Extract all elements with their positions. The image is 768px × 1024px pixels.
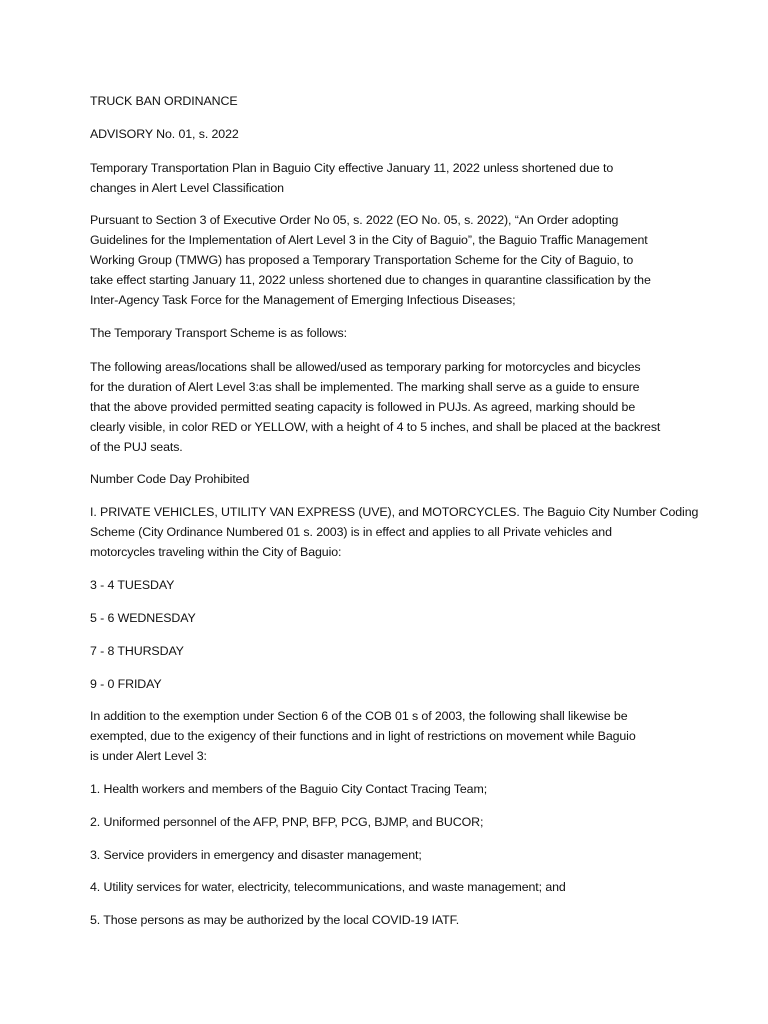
text-line: 2. Uniformed personnel of the AFP, PNP, BFP, PCG, BJMP, and BUCOR;: [90, 815, 484, 829]
text-line: 1. Health workers and members of the Baguio City Contact Tracing Team;: [90, 782, 488, 796]
text-line: Guidelines for the Implementation of Alert Level 3 in the City of Baguio”, the Baguio Traffic Management: [90, 233, 648, 247]
text-line: Working Group (TMWG) has proposed a Temporary Transportation Scheme for the City of Baguio, to: [90, 253, 634, 267]
text-line: 5 - 6 WEDNESDAY: [90, 611, 196, 625]
coding-header: [90, 469, 249, 489]
text-line: exempted, due to the exigency of their functions and in light of restrictions on movement while Baguio: [90, 729, 636, 743]
text-line: Scheme (City Ordinance Numbered 01 s. 2003) is in effect and applies to all Private vehicles and: [90, 525, 612, 539]
text-line: of the PUJ seats.: [90, 440, 183, 454]
private-vehicles-paragraph: [90, 502, 698, 562]
text-line: Number Code Day Prohibited: [90, 472, 250, 486]
text-line: The following areas/locations shall be allowed/used as temporary parking for motorcycles and bicycles: [90, 360, 641, 374]
exemption-item: [90, 877, 566, 897]
exemption-item: [90, 910, 459, 930]
scheme-intro-paragraph: [90, 323, 347, 343]
text-line: In addition to the exemption under Section 6 of the COB 01 s of 2003, the following shall likewise be: [90, 709, 628, 723]
text-line: 3. Service providers in emergency and disaster management;: [90, 848, 422, 862]
exemption-item: [90, 812, 483, 832]
text-line: I. PRIVATE VEHICLES, UTILITY VAN EXPRESS (UVE), and MOTORCYCLES. The Baguio City Number Coding: [90, 505, 699, 519]
document-title: [90, 91, 238, 111]
text-line: The Temporary Transport Scheme is as follows:: [90, 326, 347, 340]
exemption-item: [90, 779, 487, 799]
code-day-tuesday: [90, 575, 174, 595]
code-day-wednesday: [90, 608, 196, 628]
text-line: motorcycles traveling within the City of Baguio:: [90, 545, 342, 559]
code-day-friday: [90, 674, 162, 694]
code-day-thursday: [90, 641, 184, 661]
plan-summary-paragraph: [90, 158, 613, 198]
text-line: 7 - 8 THURSDAY: [90, 644, 184, 658]
text-line: that the above provided permitted seating capacity is followed in PUJs. As agreed, marking should be: [90, 400, 636, 414]
parking-paragraph: [90, 357, 660, 457]
text-line: changes in Alert Level Classification: [90, 181, 284, 195]
text-line: 5. Those persons as may be authorized by the local COVID-19 IATF.: [90, 913, 460, 927]
text-line: Temporary Transportation Plan in Baguio City effective January 11, 2022 unless shortened due to: [90, 161, 614, 175]
text-line: take effect starting January 11, 2022 unless shortened due to changes in quarantine classification by the: [90, 273, 651, 287]
text-line: Pursuant to Section 3 of Executive Order No 05, s. 2022 (EO No. 05, s. 2022), “An Order adopting: [90, 213, 619, 227]
text-line: clearly visible, in color RED or YELLOW, with a height of 4 to 5 inches, and shall be placed at the backrest: [90, 420, 661, 434]
text-line: 9 - 0 FRIDAY: [90, 677, 162, 691]
text-line: 3 - 4 TUESDAY: [90, 578, 175, 592]
text-line: is under Alert Level 3:: [90, 749, 207, 763]
text-line: Inter-Agency Task Force for the Management of Emerging Infectious Diseases;: [90, 293, 516, 307]
text-line: 4. Utility services for water, electricity, telecommunications, and waste management; and: [90, 880, 566, 894]
advisory-number: [90, 124, 239, 144]
text-line: for the duration of Alert Level 3:as shall be implemented. The marking shall serve as a guide to ensure: [90, 380, 640, 394]
exemption-paragraph: [90, 706, 636, 766]
text-line: ADVISORY No. 01, s. 2022: [90, 127, 239, 141]
exemption-item: [90, 845, 422, 865]
pursuant-paragraph: [90, 210, 651, 310]
text-line: TRUCK BAN ORDINANCE: [90, 94, 238, 108]
